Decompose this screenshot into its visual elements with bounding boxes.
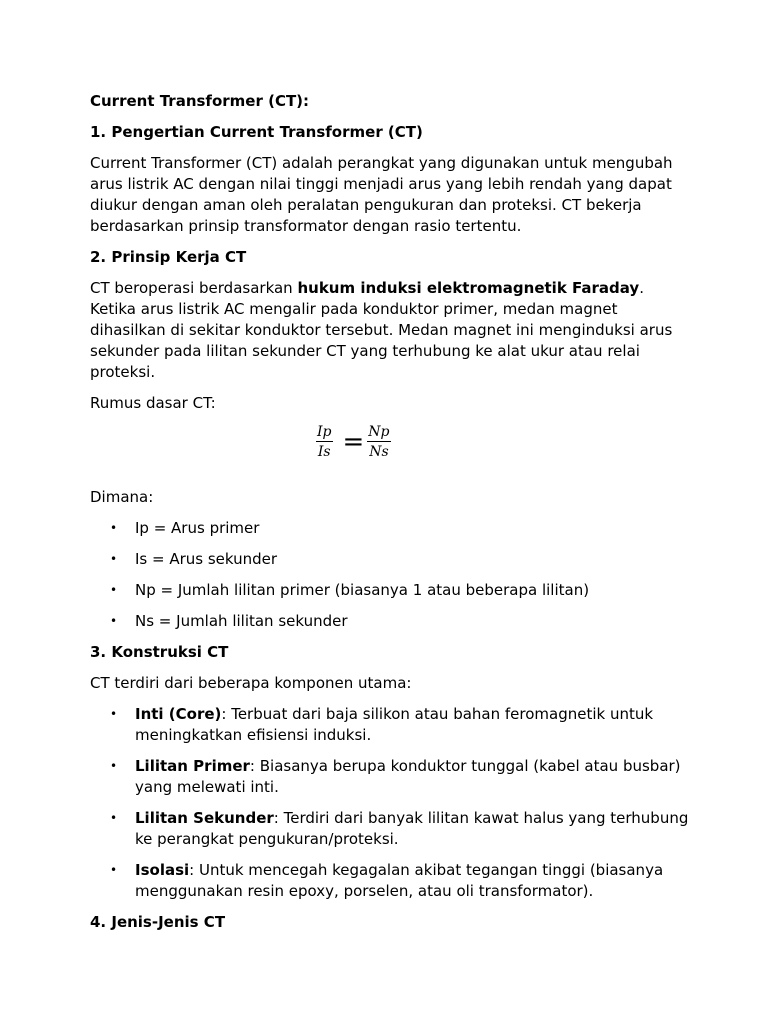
dimana-label: Dimana:: [90, 488, 154, 506]
bullet-icon: •: [110, 521, 118, 535]
document-title: Current Transformer (CT):: [90, 92, 310, 110]
list-item-text: Np = Jumlah lilitan primer (biasanya 1 atau beberapa lilitan): [135, 581, 590, 599]
component-term: Inti (Core): [135, 705, 222, 723]
list-item: [90, 860, 690, 902]
component-desc: : Terdiri dari banyak lilitan kawat halus yang terhubung ke perangkat pengukuran/proteksi.: [135, 809, 689, 848]
denominator-ns: Ns: [369, 444, 389, 460]
para-text: CT beroperasi berdasarkan: [90, 279, 298, 297]
list-item: [90, 549, 690, 570]
para-text: . Ketika arus listrik AC mengalir pada konduktor primer, medan magnet dihasilkan di sekitar konduktor tersebut. Medan magnet ini menginduksi arus sekunder pada lilitan sekunder CT yang terhubung ke alat ukur atau relai proteksi.: [90, 279, 673, 381]
list-item: [90, 756, 690, 798]
bullet-icon: •: [110, 759, 118, 773]
list-item-text: Is = Arus sekunder: [135, 550, 278, 568]
component-desc: : Biasanya berupa konduktor tunggal (kabel atau busbar) yang melewati inti.: [135, 757, 681, 796]
numerator-ip: Ip: [317, 424, 332, 440]
section-3-intro: CT terdiri dari beberapa komponen utama:: [90, 674, 412, 692]
variable-list: [90, 518, 690, 632]
component-list: [90, 704, 690, 902]
component-term: Isolasi: [135, 861, 190, 879]
section-2-heading: 2. Prinsip Kerja CT: [90, 248, 247, 266]
faraday-law-bold: hukum induksi elektromagnetik Faraday: [297, 279, 640, 297]
list-item: [90, 704, 690, 746]
equals-sign: =: [342, 427, 365, 457]
list-item: [90, 580, 690, 601]
list-item: [90, 808, 690, 850]
component-desc: : Untuk mencegah kegagalan akibat tegangan tinggi (biasanya menggunakan resin epoxy, porselen, atau oli transformator).: [135, 861, 664, 900]
component-term: Lilitan Sekunder: [135, 809, 274, 827]
section-3-heading: 3. Konstruksi CT: [90, 643, 229, 661]
section-1-heading: 1. Pengertian Current Transformer (CT): [90, 123, 423, 141]
ct-formula: [90, 424, 690, 469]
bullet-icon: •: [110, 583, 118, 597]
bullet-icon: •: [110, 552, 118, 566]
section-1-paragraph: Current Transformer (CT) adalah perangkat yang digunakan untuk mengubah arus listrik AC dengan nilai tinggi menjadi arus yang lebih rendah yang dapat diukur dengan aman oleh peralatan pengukuran dan proteksi. CT bekerja berdasarkan prinsip transformator dengan rasio tertentu.: [90, 154, 673, 235]
bullet-icon: •: [110, 863, 118, 877]
fraction-right: [367, 424, 390, 460]
component-term: Lilitan Primer: [135, 757, 250, 775]
list-item-text: Ns = Jumlah lilitan sekunder: [135, 612, 348, 630]
section-4-heading: 4. Jenis-Jenis CT: [90, 913, 226, 931]
formula-intro: Rumus dasar CT:: [90, 394, 216, 412]
list-item: [90, 611, 690, 632]
component-desc: : Terbuat dari baja silikon atau bahan feromagnetik untuk meningkatkan efisiensi induksi.: [135, 705, 654, 744]
list-item-text: Ip = Arus primer: [135, 519, 260, 537]
list-item: [90, 518, 690, 539]
document-page: [90, 91, 690, 943]
fraction-left: [316, 424, 333, 460]
section-2-paragraph: [90, 278, 690, 383]
bullet-icon: •: [110, 811, 118, 825]
bullet-icon: •: [110, 614, 118, 628]
denominator-is: Is: [317, 444, 331, 460]
bullet-icon: •: [110, 707, 118, 721]
numerator-np: Np: [368, 424, 390, 440]
